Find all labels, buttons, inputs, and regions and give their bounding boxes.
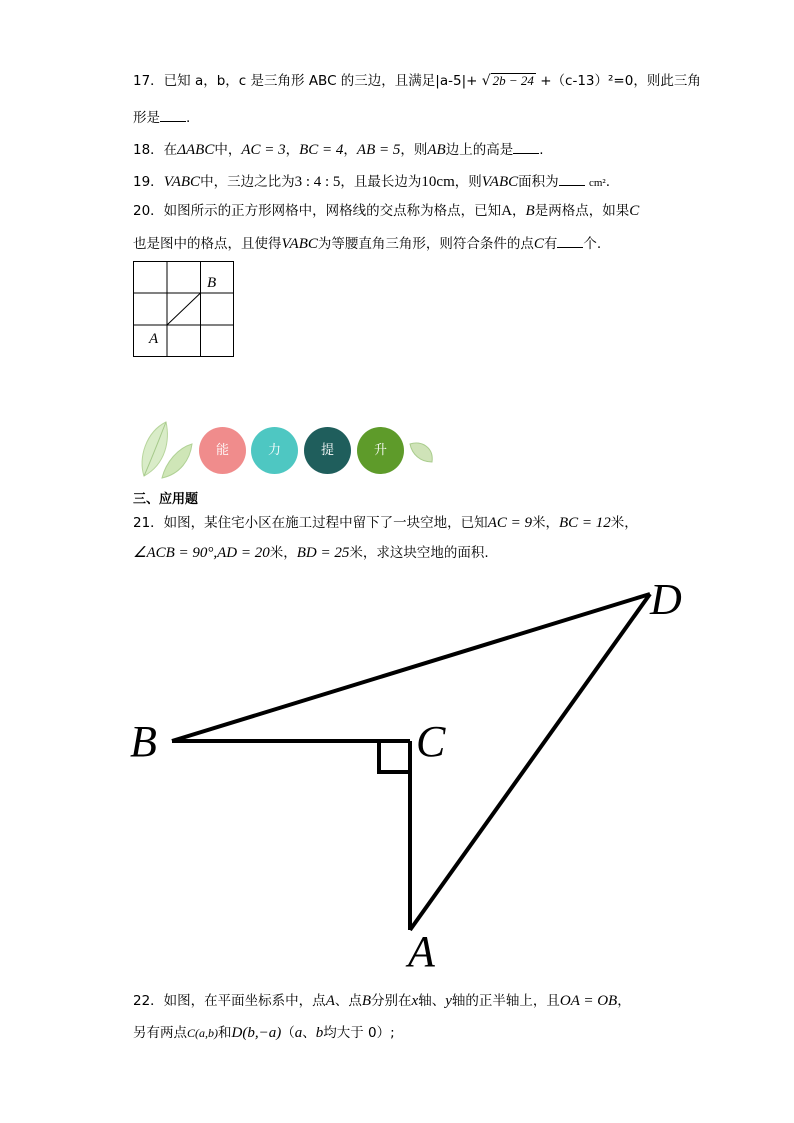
q21-figure	[120, 570, 700, 980]
answer-blank	[559, 172, 585, 186]
right-angle-mark	[379, 741, 410, 772]
q22-line1: 22．如图，在平面坐标系中，点A、点B分别在x轴、y轴的正半轴上，且OA = OB，	[133, 993, 631, 1009]
q19-line: 19．VABC中，三边之比为3 : 4 : 5，且最长边为10cm，则VABC面积为 cm².	[133, 174, 610, 190]
banner-circle-2: 力	[251, 427, 298, 474]
banner-circle-4: 升	[357, 427, 404, 474]
banner-circle-3: 提	[304, 427, 351, 474]
label-d: D	[650, 575, 682, 624]
label-c: C	[416, 717, 446, 766]
section-title: 三、应用题	[133, 492, 199, 507]
label-b: B	[207, 275, 217, 291]
q17-line1: 17．已知 a，b，c 是三角形 ABC 的三边，且满足|a-5|+ √ 2b − 24 +（c-13）²=0，则此三角	[133, 73, 701, 89]
q22-line2: 另有两点C(a,b)和D(b,−a)（a、b均大于 0）;	[133, 1025, 395, 1041]
segment-ad	[410, 594, 650, 930]
label-a: A	[149, 331, 159, 347]
q21-line1: 21．如图，某住宅小区在施工过程中留下了一块空地，已知AC = 9米，BC = 12米，	[133, 515, 638, 531]
q21-line2: ∠ACB = 90°,AD = 20米，BD = 25米，求这块空地的面积.	[133, 545, 489, 561]
banner-circle-1: 能	[199, 427, 246, 474]
q20-grid-figure	[133, 261, 235, 358]
label-b: B	[130, 717, 157, 766]
answer-blank	[160, 108, 186, 122]
q17-line2: 形是 .	[133, 110, 191, 126]
segment-bd	[172, 594, 650, 741]
q20-line1: 20．如图所示的正方形网格中，网格线的交点称为格点，已知A，B是两格点，如果C	[133, 203, 640, 219]
segment-ab	[167, 293, 201, 325]
leaf-icon	[136, 418, 196, 480]
answer-blank	[557, 234, 583, 248]
small-leaf-icon	[408, 440, 436, 466]
q17-sqrt: 2b − 24	[492, 73, 534, 88]
answer-blank	[513, 140, 539, 154]
q20-line2: 也是图中的格点，且使得VABC为等腰直角三角形，则符合条件的点C有 个.	[133, 236, 602, 252]
q18-line: 18．在ΔABC中，AC = 3，BC = 4，AB = 5，则AB边上的高是 .	[133, 142, 544, 158]
label-a: A	[408, 927, 435, 976]
ability-banner	[136, 418, 436, 480]
